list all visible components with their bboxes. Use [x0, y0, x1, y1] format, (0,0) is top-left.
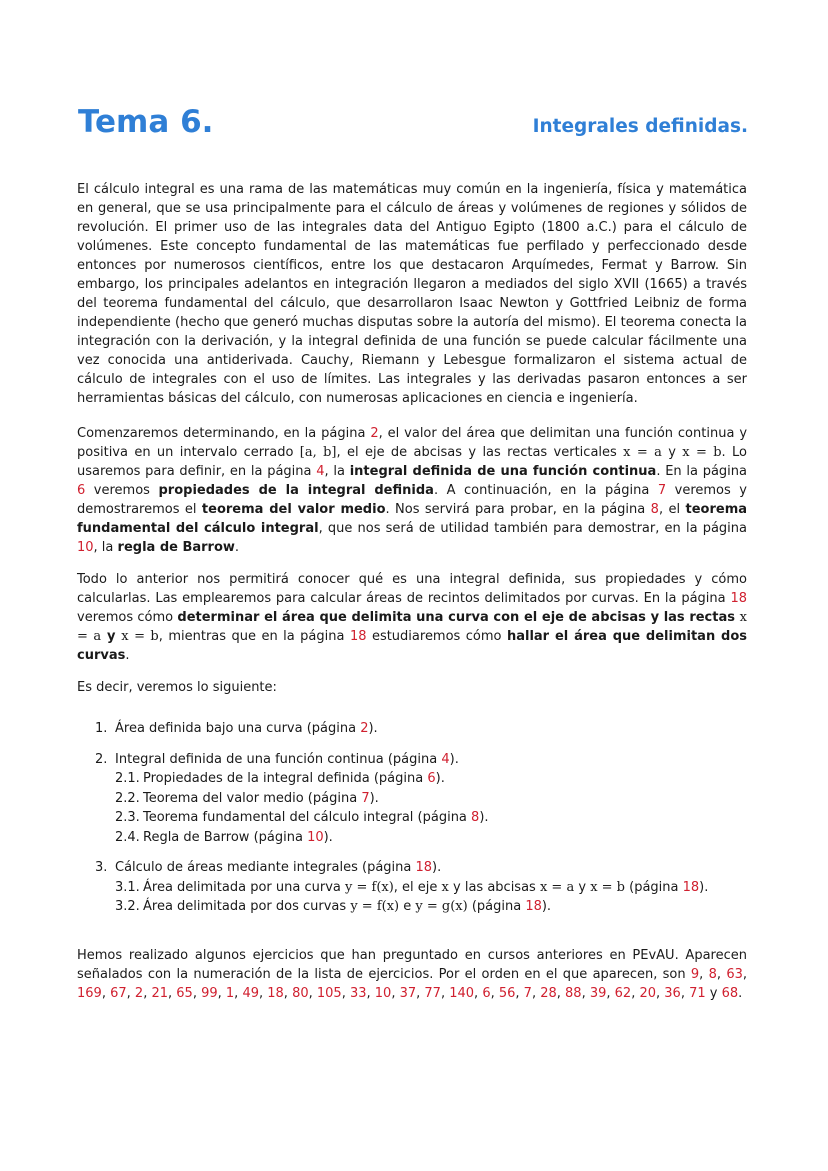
overview-paragraph — [77, 424, 747, 557]
exercise-link[interactable]: 37 — [399, 986, 417, 1001]
text: Comenzaremos determinando, en la página — [77, 426, 371, 441]
text: e — [399, 899, 416, 914]
exercise-link[interactable]: 67 — [110, 986, 127, 1001]
bold-term: integral definida de una función continua — [349, 464, 657, 479]
separator: , — [581, 986, 590, 1001]
text: , la — [93, 540, 118, 555]
exercise-link[interactable]: 36 — [664, 986, 681, 1001]
toc-subitem — [115, 789, 735, 809]
summary-intro — [77, 678, 747, 697]
text: Es decir, veremos lo siguiente: — [77, 680, 277, 695]
exercise-link[interactable]: 56 — [498, 986, 516, 1001]
page-link[interactable]: 4 — [316, 464, 325, 479]
separator: , — [490, 986, 499, 1001]
separator: , — [656, 986, 665, 1001]
exercise-link[interactable]: 77 — [424, 986, 441, 1001]
chapter-subtitle: Integrales definidas. — [532, 116, 748, 137]
toc-number: 1. — [95, 721, 108, 736]
bold-term: teorema fundamental del cálculo integral — [77, 502, 748, 536]
math-expr: y = f(x) — [345, 879, 394, 895]
toc-number: 3. — [95, 860, 108, 875]
exercise-link[interactable]: 18 — [267, 986, 284, 1001]
toc-number: 2.4. — [115, 829, 140, 845]
exercise-link[interactable]: 2 — [134, 986, 144, 1001]
math-expr: x = a — [77, 610, 747, 644]
text: , el valor del área que delimitan una función continua y positiva en un intervalo cerrado — [77, 426, 748, 460]
toc-number: 2. — [95, 751, 108, 767]
separator: , — [716, 967, 727, 982]
intro-paragraph — [77, 180, 747, 408]
page-link[interactable]: 10 — [307, 829, 324, 845]
table-of-contents — [95, 719, 735, 928]
exercise-link[interactable]: 68 — [721, 986, 739, 1001]
text: , mientras que en la página — [158, 629, 350, 644]
exercise-link[interactable]: 62 — [614, 986, 632, 1001]
exercise-link[interactable]: 28 — [540, 986, 557, 1001]
page-link[interactable]: 6 — [77, 483, 86, 498]
text: . Lo usaremos para definir, en la página — [77, 445, 748, 479]
page-link[interactable]: 18 — [415, 860, 433, 875]
text: ). — [323, 829, 333, 845]
toc-subitem — [115, 769, 735, 789]
toc-text: Propiedades de la integral definida (página — [143, 771, 428, 786]
page-link[interactable]: 18 — [682, 879, 700, 895]
separator: , — [366, 986, 375, 1001]
toc-sublist — [95, 878, 735, 917]
separator: , — [258, 986, 268, 1001]
text: y — [574, 879, 591, 895]
page-link[interactable]: 7 — [361, 790, 370, 806]
page-link[interactable]: 8 — [471, 810, 480, 825]
exercise-link[interactable]: 99 — [201, 986, 218, 1001]
exercise-link[interactable]: 140 — [449, 986, 475, 1001]
separator: , — [416, 986, 425, 1001]
separator: , — [101, 986, 111, 1001]
toc-number: 2.3. — [115, 810, 140, 825]
separator: , — [283, 986, 293, 1001]
toc-number: 3.1. — [115, 879, 140, 895]
exercise-link[interactable]: 49 — [242, 986, 259, 1001]
math-interval: [a, b] — [299, 445, 337, 460]
exercise-link[interactable]: 20 — [639, 986, 657, 1001]
separator: , — [234, 986, 243, 1001]
separator: , — [699, 967, 709, 982]
text: . A continuación, en la página — [433, 483, 658, 498]
toc-text: Área delimitada por dos curvas — [143, 899, 351, 914]
exercise-link[interactable]: 169 — [77, 986, 102, 1001]
chapter-title: Tema 6. — [78, 104, 214, 140]
text: veremos — [85, 483, 159, 498]
separator: , — [474, 986, 483, 1001]
toc-text: Teorema fundamental del cálculo integral (página — [143, 810, 472, 825]
toc-item — [95, 750, 735, 848]
toc-text: Integral definida de una función continua (página — [115, 751, 442, 767]
text: . En la página — [656, 464, 747, 479]
exercise-link[interactable]: 6 — [482, 986, 491, 1001]
page-link[interactable]: 18 — [730, 591, 747, 606]
text: . — [234, 540, 240, 555]
toc-item — [95, 719, 735, 739]
text: estudiaremos cómo — [366, 629, 507, 644]
text: ). — [699, 879, 709, 895]
text: ). — [432, 860, 442, 875]
toc-subitem — [115, 808, 735, 828]
text: ). — [369, 790, 379, 806]
exercise-link[interactable]: 8 — [708, 967, 717, 982]
text: veremos y demostraremos el — [77, 483, 747, 517]
separator: , — [341, 986, 350, 1001]
toc-text: Cálculo de áreas mediante integrales (página — [115, 860, 416, 875]
page-link[interactable]: 10 — [77, 540, 94, 555]
text: y — [705, 986, 722, 1001]
separator: , — [143, 986, 152, 1001]
math-expr: x = a — [623, 445, 662, 460]
text: ). — [435, 771, 445, 786]
exercise-link[interactable]: 7 — [523, 986, 532, 1001]
separator: , — [680, 986, 690, 1001]
math-expr: x = b — [590, 879, 625, 895]
toc-text: Área delimitada por una curva — [143, 879, 345, 895]
math-expr: x — [441, 879, 449, 895]
toc-sublist — [95, 769, 735, 847]
toc-text: Regla de Barrow (página — [143, 829, 308, 845]
separator: , — [531, 986, 541, 1001]
math-expr: y = f(x) — [350, 899, 400, 914]
toc-item — [95, 858, 735, 917]
separator: , — [440, 986, 450, 1001]
exercise-link[interactable]: 33 — [349, 986, 367, 1001]
toc-subitem — [115, 897, 735, 917]
text: ). — [541, 899, 552, 914]
separator: , — [168, 986, 177, 1001]
bold-term: determinar el área que delimita una curva con el eje de abcisas y las rectas — [177, 610, 740, 625]
exercise-link[interactable]: 39 — [589, 986, 607, 1001]
exercise-link[interactable]: 80 — [292, 986, 309, 1001]
exercise-link[interactable]: 63 — [726, 967, 743, 982]
text: . — [738, 986, 743, 1001]
page-link[interactable]: 2 — [370, 426, 379, 441]
title-row — [78, 104, 748, 148]
separator: , — [742, 967, 748, 982]
separator: , — [631, 986, 640, 1001]
page-link[interactable]: 8 — [650, 502, 659, 517]
exercise-link[interactable]: 71 — [689, 986, 706, 1001]
exercise-link[interactable]: 21 — [151, 986, 168, 1001]
page-link[interactable]: 6 — [427, 771, 436, 786]
exercise-link[interactable]: 88 — [565, 986, 582, 1001]
toc-subitem — [115, 828, 735, 848]
math-expr: x = b — [121, 629, 159, 644]
text: , el eje de abcisas y las rectas verticales — [336, 445, 624, 460]
toc-text: Teorema del valor medio (página — [143, 790, 362, 806]
separator: , — [308, 986, 317, 1001]
text: , el eje — [393, 879, 442, 895]
toc-number: 3.2. — [115, 899, 140, 914]
text: Todo lo anterior nos permitirá conocer qué es una integral definida, sus propiedades y cómo calcularlas. Las emplearemos para calcular áreas de recintos delimitados por curvas. En la página — [77, 572, 747, 606]
separator: , — [217, 986, 226, 1001]
page-link[interactable]: 18 — [525, 899, 542, 914]
page-link[interactable]: 4 — [441, 751, 450, 767]
page-link[interactable]: 7 — [657, 483, 667, 498]
text: , el — [658, 502, 686, 517]
separator: , — [556, 986, 566, 1001]
math-expr: y = g(x) — [415, 899, 468, 914]
page-link[interactable]: 2 — [360, 721, 369, 736]
toc-subitem — [115, 878, 735, 898]
separator: , — [192, 986, 202, 1001]
text: (página — [625, 879, 683, 895]
bold-term: regla de Barrow — [117, 540, 235, 555]
page-link[interactable]: 18 — [349, 629, 367, 644]
exercises-paragraph — [77, 946, 747, 1003]
separator: , — [515, 986, 524, 1001]
exercise-link[interactable]: 10 — [374, 986, 392, 1001]
separator: , — [606, 986, 615, 1001]
text: , la — [324, 464, 350, 479]
text: ). — [479, 810, 489, 825]
toc-text: Área definida bajo una curva (página — [115, 721, 361, 736]
text: (página — [467, 899, 526, 914]
exercise-link[interactable]: 9 — [690, 967, 700, 982]
exercise-link[interactable]: 1 — [225, 986, 235, 1001]
text: veremos cómo — [77, 610, 178, 625]
bold-term: teorema del valor medio — [201, 502, 386, 517]
separator: , — [391, 986, 400, 1001]
text: . — [125, 648, 130, 663]
math-expr: x = a — [539, 879, 575, 895]
intro-text: El cálculo integral es una rama de las matemáticas muy común en la ingeniería, física y matemática en general, que se usa principalmente para el cálculo de áreas y volúmenes de regiones y sólidos de revolución. El primer uso de las integrales data del Antiguo Egipto (1800 a.C.) para el cálculo de volúmenes. Este concepto fundamental de las matemáticas fue perfilado y perfeccionado desde entonces por numerosos científicos, entre los que destacaron Arquímedes, Fermat y Barrow. Sin embargo, los principales adelantos en integración llegaron a mediados del siglo XVII (1665) a través del teorema fundamental del cálculo, que desarrollaron Isaac Newton y Gottfried Leibniz de forma independiente (hecho que generó muchas disputas sobre la autoría del mismo). El teorema conecta la integración con la derivación, y la integral definida de una función se puede calcular fácilmente una vez conocida una antiderivada. Cauchy, Riemann y Lebesgue formalizaron el sistema actual de cálculo de integrales con el uso de límites. Las integrales y las derivadas pasaron entonces a ser herramientas básicas del cálculo, con numerosas aplicaciones en ciencia e ingeniería. — [77, 182, 747, 406]
exercise-link[interactable]: 105 — [316, 986, 342, 1001]
text: y las abcisas — [448, 879, 540, 895]
text: ). — [449, 751, 459, 767]
separator: , — [126, 986, 135, 1001]
applications-paragraph — [77, 570, 747, 665]
bold-term: y — [101, 629, 122, 644]
text: y — [661, 445, 683, 460]
bold-term: propiedades de la integral definida — [158, 483, 434, 498]
math-expr: x = b — [682, 445, 722, 460]
bold-term: hallar el área que delimitan dos curvas — [77, 629, 748, 663]
text: ). — [368, 721, 378, 736]
toc-number: 2.1. — [115, 771, 140, 786]
text: Hemos realizado algunos ejercicios que han preguntado en cursos anteriores en PEvAU. Aparecen señalados con la numeración de la lista de ejercicios. Por el orden en el que aparecen, son — [77, 948, 747, 982]
exercise-link[interactable]: 65 — [176, 986, 193, 1001]
text: , que nos será de utilidad también para demostrar, en la página — [318, 521, 747, 536]
toc-number: 2.2. — [115, 790, 140, 806]
text: . Nos servirá para probar, en la página — [385, 502, 651, 517]
